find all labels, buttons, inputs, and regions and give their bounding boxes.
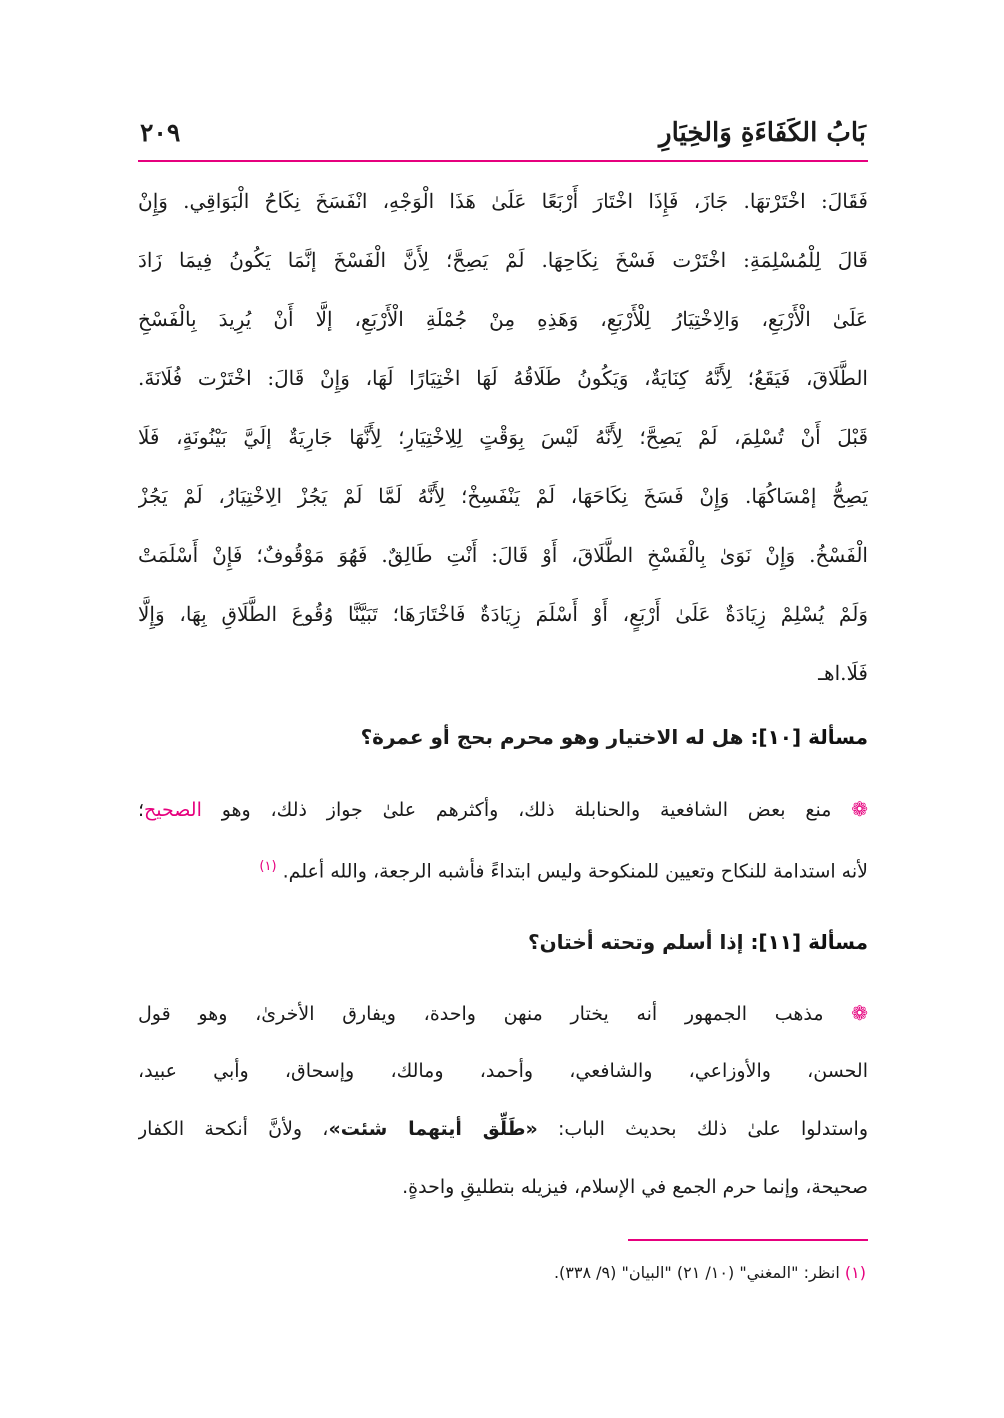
answer-text: لأنه استدامة للنكاح وتعيين للمنكوحة وليس ابتداءً فأشبه الرجعة، والله أعلم. xyxy=(282,860,868,883)
footnote-text: انظر: "المغني" (١٠/ ٢١) "البيان" (٩/ ٣٣٨). xyxy=(553,1263,840,1282)
passage-line: عَلَىٰ الْأَرْبَعِ، وَالِاخْتِيَارُ لِلْأَرْبَعِ، وَهَذِهِ مِنْ جُمْلَةِ الْأَرْبَعِ، إلَّا أَنْ يُرِيدَ بِالْفَسْخِ xyxy=(138,307,868,331)
punctuation: ؛ xyxy=(138,799,145,821)
answer-text: واستدلوا علىٰ ذلك بحديث الباب: xyxy=(558,1118,868,1140)
page-number: ٢٠٩ xyxy=(140,118,181,147)
passage-line: الطَّلَاقَ، فَيَقَعُ؛ لِأَنَّهُ كِنَايَةٌ، وَيَكُونُ طَلَاقُهُ لَهَا اخْتِيَارًا لَهَا، وَإِنْ قَالَ: اخْتَرْت فُلَانَةَ. xyxy=(138,366,868,390)
passage-line: فَلَا.اهـ xyxy=(818,661,868,685)
header-divider xyxy=(138,160,868,162)
page-header xyxy=(140,118,866,158)
highlighted-term: الصحيح xyxy=(144,799,202,821)
answer-text: الحسن، والأوزاعي، والشافعي، وأحمد، ومالك، وإسحاق، وأبي عبيد، xyxy=(138,1060,868,1082)
hadith-quote: «طَلِّق أيتهما شئت» xyxy=(328,1118,538,1140)
flower-icon: ❁ xyxy=(851,797,868,821)
question-text: هل له الاختيار وهو محرم بحج أو عمرة؟ xyxy=(360,725,744,749)
passage-line: وَلَمْ يُسْلِمْ زِيَادَةٌ عَلَىٰ أَرْبَعٍ، أَوْ أَسْلَمَ زِيَادَةٌ فَاخْتَارَهَا؛ تَبَيَّنَّا وُقُوعَ الطَّلَاقِ بِهَا، وَإِلَّا xyxy=(138,602,868,626)
answer-text: منع بعض الشافعية والحنابلة ذلك، وأكثرهم علىٰ جواز ذلك، وهو xyxy=(221,799,832,821)
chapter-title: بَابُ الكَفَاءَةِ وَالخِيَارِ xyxy=(659,118,866,148)
answer-text: ، ولأنَّ أنكحة الكفار xyxy=(138,1118,329,1140)
answer-paragraph-10 xyxy=(138,780,868,896)
passage-line: يَصِحُّ إمْسَاكُهَا. وَإِنْ فَسَخَ نِكَاحَهَا، لَمْ يَنْفَسِخْ؛ لِأَنَّهُ لَمَّا لَمْ يَجُزْ الِاخْتِيَارُ، لَمْ يَجُزْ xyxy=(138,484,868,508)
passage-line: قَالَ لِلْمُسْلِمَةِ: اخْتَرْت فَسْخَ نِكَاحِهَا. لَمْ يَصِحَّ؛ لِأَنَّ الْفَسْخَ إنَّمَا يَكُونُ فِيمَا زَادَ xyxy=(138,248,868,272)
passage-line: الْفَسْخُ. وَإِنْ نَوَىٰ بِالْفَسْخِ الطَّلَاقَ، أَوْ قَالَ: أَنْتِ طَالِقٌ. فَهُوَ مَوْقُوفٌ؛ فَإِنْ أَسْلَمَتْ xyxy=(138,543,868,567)
passage-line: قَبْلَ أَنْ تُسْلِمَ، لَمْ يَصِحَّ؛ لِأَنَّهُ لَيْسَ بِوَقْتٍ لِلِاخْتِيَارِ؛ لِأَنَّهَا جَارِيَةٌ إلَيَّ بَيْنُونَةٍ، فَلَا xyxy=(138,425,868,449)
question-text: إذا أسلم وتحته أختان؟ xyxy=(527,930,744,954)
answer-text: صحيحة، وإنما حرم الجمع في الإسلام، فيزيله بتطليقِ واحدةٍ. xyxy=(402,1176,868,1198)
question-label: مسألة [١٠]: xyxy=(750,725,868,749)
question-heading-11 xyxy=(138,930,868,954)
flower-icon: ❁ xyxy=(851,1001,868,1025)
passage-line: فَقَالَ: اخْتَرْتهَا. جَازَ، فَإِذَا اخْتَارَ أَرْبَعًا عَلَىٰ هَذَا الْوَجْهِ، انْفَسَخَ نِكَاحُ الْبَوَاقِي. وَإِنْ xyxy=(138,189,868,213)
footnote-number: (١) xyxy=(844,1263,866,1282)
answer-paragraph-11 xyxy=(138,984,868,1216)
question-label: مسألة [١١]: xyxy=(750,930,868,954)
quoted-passage xyxy=(138,172,868,703)
question-heading-10 xyxy=(138,725,868,749)
answer-text: مذهب الجمهور أنه يختار منهن واحدة، ويفارق الأخرىٰ، وهو قول xyxy=(138,1003,824,1025)
footnote-divider xyxy=(628,1239,868,1241)
footnote-reference[interactable]: (١) xyxy=(259,859,277,874)
footnote xyxy=(140,1263,866,1282)
